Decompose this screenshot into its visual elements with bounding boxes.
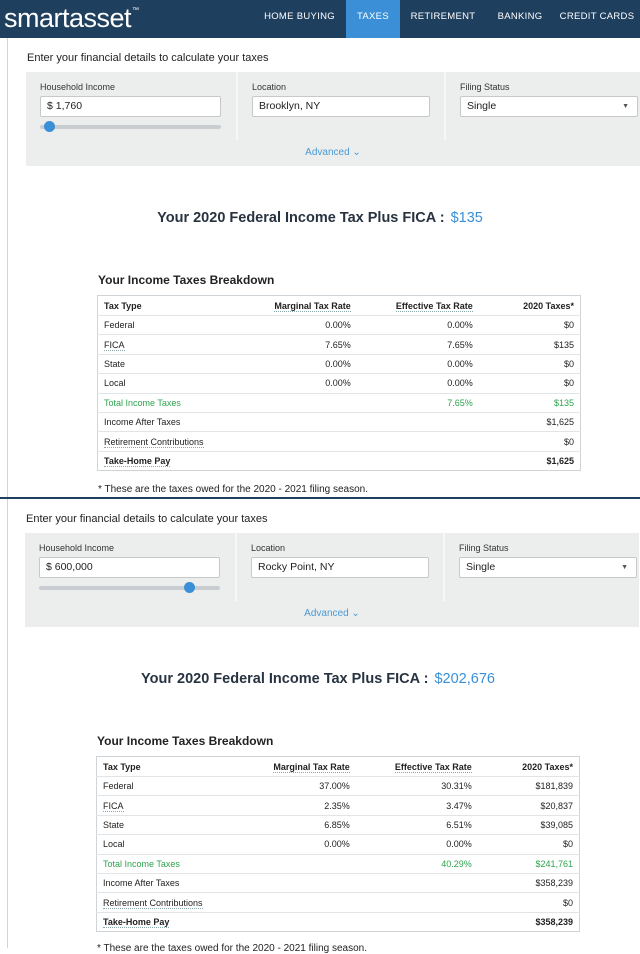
left-rule	[7, 499, 8, 948]
effective-rate-cell: 7.65%	[357, 393, 479, 412]
table-header-row	[98, 296, 581, 316]
tax-breakdown-table	[97, 295, 581, 471]
column-header-2020-taxes: 2020 Taxes*	[479, 296, 581, 316]
location-input[interactable]: Rocky Point, NY	[251, 557, 429, 578]
taxes-cell: $1,625	[546, 455, 574, 466]
effective-rate-cell: 0.00%	[357, 354, 479, 373]
taxes-cell: $135	[479, 335, 581, 354]
location-input[interactable]: Brooklyn, NY	[252, 96, 430, 117]
filing-status-label: Filing Status	[460, 82, 510, 92]
headline-text: Your 2020 Federal Income Tax Plus FICA :	[141, 671, 429, 687]
taxes-cell: $0	[479, 316, 581, 335]
taxes-cell: $0	[479, 354, 581, 373]
effective-rate-cell	[356, 873, 478, 892]
column-header-tax-type: Tax Type	[98, 296, 251, 316]
marginal-rate-cell	[249, 912, 356, 931]
taxes-cell: $0	[479, 374, 581, 393]
footnote: * These are the taxes owed for the 2020 - 2021 filing season.	[97, 943, 367, 954]
footnote: * These are the taxes owed for the 2020 - 2021 filing season.	[98, 484, 368, 495]
effective-rate-cell: 7.65%	[357, 335, 479, 354]
effective-rate-cell	[356, 912, 478, 931]
table-row-local	[97, 835, 580, 854]
location-label: Location	[251, 543, 286, 553]
taxes-cell: $358,239	[535, 916, 573, 927]
table-row-local	[98, 374, 581, 393]
marginal-rate-cell: 0.00%	[250, 374, 357, 393]
filing-status-label: Filing Status	[459, 543, 509, 553]
marginal-rate-cell: 0.00%	[249, 835, 356, 854]
household-income-field	[26, 72, 236, 140]
nav-item-home-buying[interactable]: HOME BUYING	[264, 11, 335, 22]
chevron-down-icon: ▼	[621, 564, 628, 571]
effective-rate-cell: 3.47%	[356, 796, 478, 815]
table-row-take-home-pay	[98, 451, 581, 470]
advanced-toggle[interactable]: Advanced ⌄	[26, 140, 640, 166]
location-field	[237, 533, 443, 601]
nav-item-credit-cards[interactable]: CREDIT CARDS	[559, 11, 635, 22]
marginal-rate-cell: 6.85%	[249, 815, 356, 834]
household-income-label: Household Income	[39, 543, 115, 553]
tax-type-cell: Local	[97, 835, 250, 854]
marginal-rate-cell	[250, 451, 357, 470]
column-header-2020-taxes: 2020 Taxes*	[478, 757, 580, 777]
effective-rate-cell: 30.31%	[356, 777, 478, 796]
effective-rate-cell: 40.29%	[356, 854, 478, 873]
household-income-label: Household Income	[40, 82, 116, 92]
marginal-rate-cell: 37.00%	[249, 777, 356, 796]
breakdown-title: Your Income Taxes Breakdown	[97, 734, 274, 748]
household-income-input[interactable]: $ 1,760	[40, 96, 221, 117]
filing-status-field	[446, 72, 640, 140]
location-field	[238, 72, 444, 140]
effective-rate-cell	[357, 432, 479, 451]
column-header-effective-rate: Effective Tax Rate	[357, 296, 479, 316]
column-header-marginal-rate: Marginal Tax Rate	[250, 296, 357, 316]
table-row-income-after-taxes	[98, 412, 581, 431]
table-row-income-after-taxes	[97, 873, 580, 892]
smartasset-logo[interactable]	[4, 3, 139, 33]
tax-type-cell: State	[98, 354, 251, 373]
taxes-cell: $1,625	[479, 412, 581, 431]
marginal-rate-cell	[249, 893, 356, 912]
tax-calculator-1	[0, 38, 640, 498]
trademark-symbol: ™	[132, 7, 139, 14]
taxes-cell: $0	[479, 432, 581, 451]
marginal-rate-cell	[250, 432, 357, 451]
marginal-rate-cell: 2.35%	[249, 796, 356, 815]
effective-rate-cell: 0.00%	[356, 835, 478, 854]
table-row-total-income-taxes	[98, 393, 581, 412]
headline-text: Your 2020 Federal Income Tax Plus FICA :	[157, 210, 445, 226]
tax-type-cell: Take-Home Pay	[103, 916, 170, 927]
taxes-cell: $181,839	[478, 777, 580, 796]
taxes-cell: $20,837	[478, 796, 580, 815]
top-nav	[0, 0, 640, 38]
intro-text: Enter your financial details to calculate your taxes	[26, 513, 268, 525]
table-row-retirement-contributions	[97, 893, 580, 912]
filing-status-select[interactable]	[460, 96, 638, 117]
breakdown-title: Your Income Taxes Breakdown	[98, 273, 275, 287]
table-row-fica	[97, 796, 580, 815]
table-row-federal	[97, 777, 580, 796]
tax-type-cell: Federal	[97, 777, 250, 796]
column-header-marginal-rate: Marginal Tax Rate	[249, 757, 356, 777]
column-header-effective-rate: Effective Tax Rate	[356, 757, 478, 777]
filing-status-field	[445, 533, 639, 601]
logo-text: smartasset	[4, 3, 132, 33]
tax-type-cell: FICA	[98, 335, 251, 354]
nav-item-retirement[interactable]: RETIREMENT	[410, 11, 476, 22]
tax-type-cell: Income After Taxes	[98, 412, 251, 431]
tax-type-cell: Federal	[98, 316, 251, 335]
table-row-retirement-contributions	[98, 432, 581, 451]
marginal-rate-cell	[250, 412, 357, 431]
advanced-toggle[interactable]: Advanced ⌄	[25, 601, 639, 627]
tax-headline	[0, 210, 640, 226]
column-header-tax-type: Tax Type	[97, 757, 250, 777]
headline-amount: $202,676	[434, 671, 495, 687]
table-header-row	[97, 757, 580, 777]
table-row-fica	[98, 335, 581, 354]
left-rule	[7, 38, 8, 498]
marginal-rate-cell	[249, 873, 356, 892]
nav-item-taxes[interactable]: TAXES	[346, 0, 400, 38]
table-row-state	[98, 354, 581, 373]
taxes-cell: $358,239	[478, 873, 580, 892]
filing-status-select[interactable]	[459, 557, 637, 578]
income-slider-handle[interactable]	[184, 582, 195, 593]
filing-status-value: Single	[467, 100, 497, 112]
tax-type-cell: FICA	[97, 796, 250, 815]
taxes-cell: $135	[479, 393, 581, 412]
filing-status-value: Single	[466, 561, 496, 573]
tax-type-cell: Retirement Contributions	[98, 432, 251, 451]
tax-type-cell: Income After Taxes	[97, 873, 250, 892]
input-panel	[25, 533, 639, 627]
effective-rate-cell: 0.00%	[357, 374, 479, 393]
intro-text: Enter your financial details to calculate your taxes	[27, 52, 269, 64]
table-row-total-income-taxes	[97, 854, 580, 873]
effective-rate-cell	[357, 412, 479, 431]
household-income-field	[25, 533, 235, 601]
nav-item-banking[interactable]: BANKING	[497, 11, 543, 22]
tax-type-cell: State	[97, 815, 250, 834]
tax-type-cell: Total Income Taxes	[97, 854, 250, 873]
taxes-cell: $0	[478, 835, 580, 854]
taxes-cell: $241,761	[478, 854, 580, 873]
tax-type-cell: Total Income Taxes	[98, 393, 251, 412]
tax-breakdown-table	[96, 756, 580, 932]
marginal-rate-cell: 0.00%	[250, 354, 357, 373]
household-income-input[interactable]: $ 600,000	[39, 557, 220, 578]
taxes-cell: $39,085	[478, 815, 580, 834]
effective-rate-cell	[357, 451, 479, 470]
marginal-rate-cell	[249, 854, 356, 873]
marginal-rate-cell: 0.00%	[250, 316, 357, 335]
input-panel	[26, 72, 640, 166]
effective-rate-cell: 0.00%	[357, 316, 479, 335]
headline-amount: $135	[450, 210, 483, 226]
table-row-federal	[98, 316, 581, 335]
tax-calculator-2	[0, 499, 640, 954]
tax-type-cell: Local	[98, 374, 251, 393]
income-slider-handle[interactable]	[44, 121, 55, 132]
effective-rate-cell	[356, 893, 478, 912]
location-label: Location	[252, 82, 287, 92]
chevron-down-icon: ▼	[622, 103, 629, 110]
tax-headline	[0, 671, 638, 687]
income-slider-track[interactable]	[40, 125, 221, 129]
table-row-take-home-pay	[97, 912, 580, 931]
table-row-state	[97, 815, 580, 834]
effective-rate-cell: 6.51%	[356, 815, 478, 834]
marginal-rate-cell	[250, 393, 357, 412]
taxes-cell: $0	[478, 893, 580, 912]
tax-type-cell: Take-Home Pay	[104, 455, 171, 466]
marginal-rate-cell: 7.65%	[250, 335, 357, 354]
tax-type-cell: Retirement Contributions	[97, 893, 250, 912]
